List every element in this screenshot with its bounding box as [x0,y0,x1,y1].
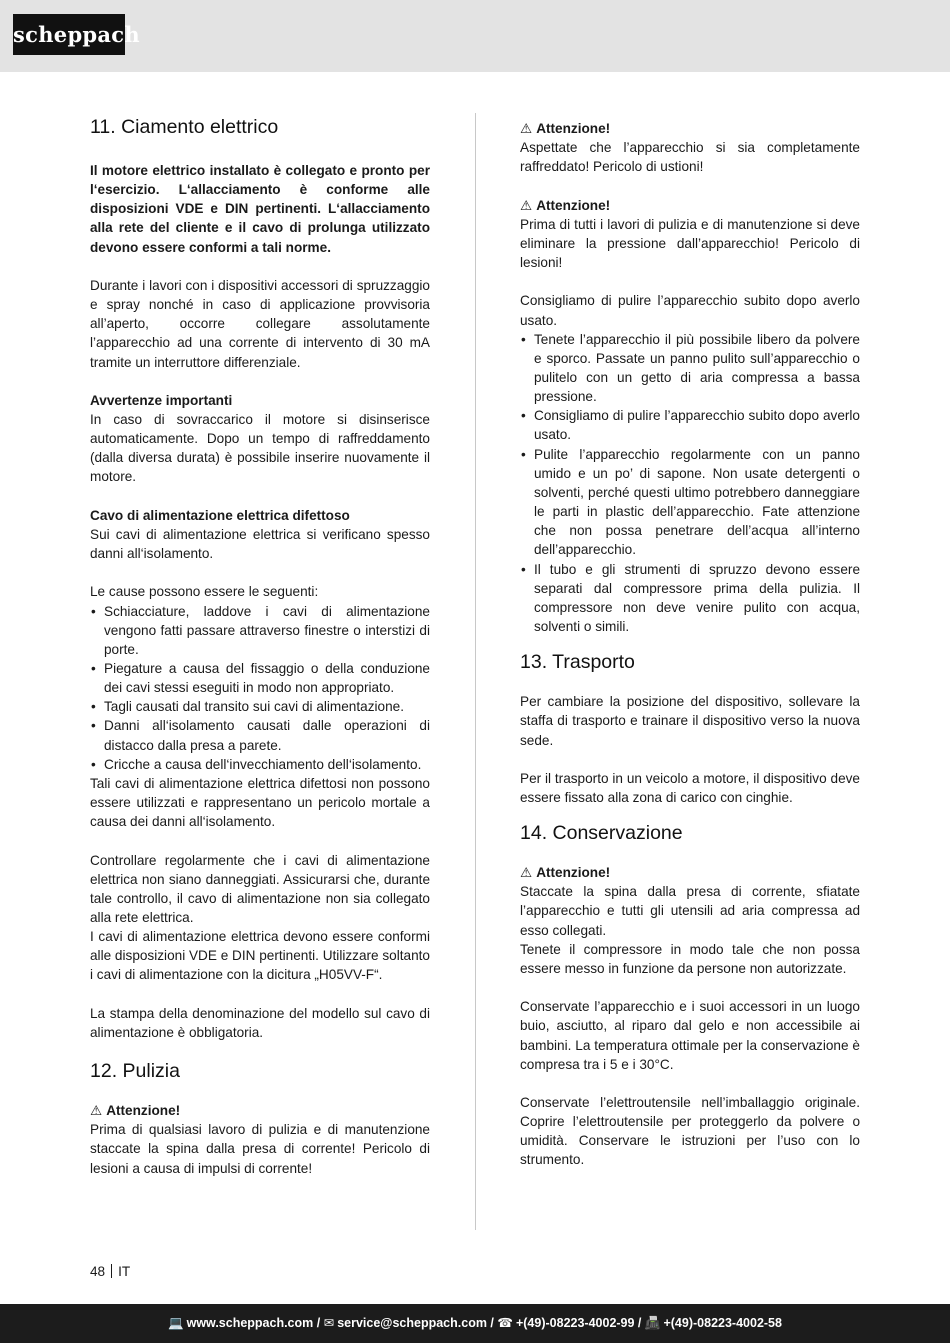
warning-icon: ⚠ [90,1103,103,1119]
header-bar [0,0,950,72]
section-14-paragraph-1: Conservate l’apparecchio e i suoi accessori in un luogo buio, asciutto, al riparo dal gelo e non accessibile ai bambini. La temperatura ottimale per la conservazione è compresa tra i 5 e i 30°C. [520,999,860,1072]
defective-cable-heading: Cavo di alimentazione elettrica difettoso [90,507,350,523]
list-item: • Cricche a causa dell‘invecchiamento dell‘isolamento. [90,755,430,774]
important-notes-heading: Avvertenze importanti [90,392,233,408]
page-language: IT [118,1264,131,1279]
section-14-paragraph-2: Conservate l’elettroutensile nell’imballaggio originale. Coprire l’elettroutensile per proteggerlo da polvere o umidità. Conservare le istruzioni per l’uso con lo strumento. [520,1094,860,1168]
list-item: • Piegature a causa del fissaggio o della conduzione dei cavi stessi eseguiti in modo non appropriato. [90,659,430,697]
page-number-value: 48 [90,1264,106,1279]
warning-2-label: ⚠ Attenzione! [520,197,611,213]
warning-1-text: Aspettate che l’apparecchio si sia completamente raffreddato! Pericolo di ustioni! [520,140,860,175]
section-14-warning-label: ⚠ Attenzione! [520,865,611,881]
section-14-warning-text-1: Staccate la spina dalla presa di corrente, sfiatate l’apparecchio e tutti gli utensili ad aria compressa ad esso collegati. [520,884,860,938]
mail-icon: ✉ [323,1316,335,1330]
important-notes-text: In caso di sovraccarico il motore si disinserisce automaticamente. Dopo un tempo di raffreddamento (dalla diversa durata) è possibile inserire nuovamente il motore. [90,412,430,485]
footer-website[interactable]: www.scheppach.com / [186,1316,321,1330]
causes-list [90,602,430,774]
page-separator [111,1264,112,1278]
brand-logo: scheppach [13,14,125,55]
section-11-paragraph: Durante i lavori con i dispositivi accessori di spruzzaggio e spray nonché in caso di applicazione provvisoria all’aperto, occorre collegare assolutamente l’apparecchio ad una corrente di intervento di 30 mA tramite un interruttore differenziale. [90,277,430,370]
control-paragraph-1: Controllare regolarmente che i cavi di alimentazione elettrica non siano danneggiati. Assicurarsi che, durante tale controllo, il cavo di alimentazione non sia collegato alla rete elettrica. [90,852,430,926]
list-item: • Pulite l’apparecchio regolarmente con un panno umido e un po’ di sapone. Non usate detergenti o solventi, perché questi ultimo potrebbero danneggiare le parti in plastic dell’apparecchio. Fate attenzione che non possa penetrare dell’acqua all’interno dell’apparecchio. [520,445,860,560]
section-13-paragraph-2: Per il trasporto in un veicolo a motore, il dispositivo deve essere fissato alla zona di carico con cinghie. [520,770,860,805]
section-14-warning-text-2: Tenete il compressore in modo tale che non possa essere messo in funzione da persone non autorizzate. [520,941,860,976]
section-11-title: 11. Ciamento elettrico [90,116,279,138]
list-item: • Il tubo e gli strumenti di spruzzo devono essere separati dal compressore prima della pulizia. Il compressore non deve venire pulito con acqua, solventi o simili. [520,560,860,637]
warning-1-label: ⚠ Attenzione! [520,121,611,136]
warning-icon: ⚠ [520,121,533,136]
list-item: • Tagli causati dal transito sui cavi di alimentazione. [90,697,430,716]
left-column [90,113,430,1178]
section-14-title: 14. Conservazione [520,822,683,845]
page-number [90,1264,130,1279]
warning-2-text: Prima di tutti i lavori di pulizia e di manutenzione si deve eliminare la pressione dall’apparecchio! Pericolo di lesioni! [520,216,860,271]
footer-bar [0,1304,950,1343]
section-12-title: 12. Pulizia [90,1060,180,1083]
list-item: • Consigliamo di pulire l’apparecchio subito dopo averlo usato. [520,406,860,444]
control-paragraph-2: I cavi di alimentazione elettrica devono essere conformi alle disposizioni VDE e DIN pertinenti. Utilizzare soltanto i cavi di alimentazione con la dicitura „H05VV-F“. [90,929,430,983]
footer-email[interactable]: service@scheppach.com / [337,1316,494,1330]
section-12-warning-text: Prima di qualsiasi lavoro di pulizia e di manutenzione staccate la spina dalla presa di corrente! Pericolo di lesioni a causa di impulsi di corrente! [90,1122,430,1176]
list-item: • Tenete l’apparecchio il più possibile libero da polvere e sporco. Passate un panno pulito sull’apparecchio o pulitelo con un getto di aria compressa a bassa pressione. [520,330,860,407]
section-13-title: 13. Trasporto [520,651,635,674]
computer-icon: 💻 [168,1316,184,1330]
causes-intro: Le cause possono essere le seguenti: [90,584,319,600]
right-column [520,113,860,1170]
fax-icon: 📠 [644,1316,661,1330]
section-12-warning-label: ⚠ Attenzione! [90,1103,181,1119]
list-item: • Danni all‘isolamento causati dalle operazioni di distacco dalla presa a parete. [90,716,430,754]
footer-phone: +(49)-08223-4002-99 / [515,1316,642,1330]
cleaning-intro: Consigliamo di pulire l’apparecchio subito dopo averlo usato. [520,293,860,328]
stamp-paragraph: La stampa della denominazione del modello sul cavo di alimentazione è obbligatoria. [90,1005,430,1040]
footer-fax: +(49)-08223-4002-58 [663,1316,782,1330]
warning-icon: ⚠ [520,197,533,213]
list-item: • Schiacciature, laddove i cavi di alimentazione vengono fatti passare attraverso finestre o interstizi di porte. [90,602,430,659]
warning-icon: ⚠ [520,865,533,881]
defective-cable-text: Sui cavi di alimentazione elettrica si verificano spesso danni all‘isolamento. [90,526,430,562]
column-divider [475,113,476,1230]
phone-icon: ☎ [497,1316,513,1330]
section-13-paragraph-1: Per cambiare la posizione del dispositivo, sollevare la staffa di trasporto e trainare il dispositivo verso la nuova sede. [520,694,860,748]
cleaning-list [520,330,860,637]
section-11-lead: Il motore elettrico installato è collegato e pronto per l‘esercizio. L‘allacciamento è conforme alle disposizioni VDE e DIN pertinenti. L‘allacciamento alla rete del cliente e il cavo di prolunga utilizzato devono essere conformi a tali norme. [90,163,430,255]
causes-after: Tali cavi di alimentazione elettrica difettosi non possono essere utilizzati e rappresentano un pericolo mortale a causa dei danni all‘isolamento. [90,775,430,830]
